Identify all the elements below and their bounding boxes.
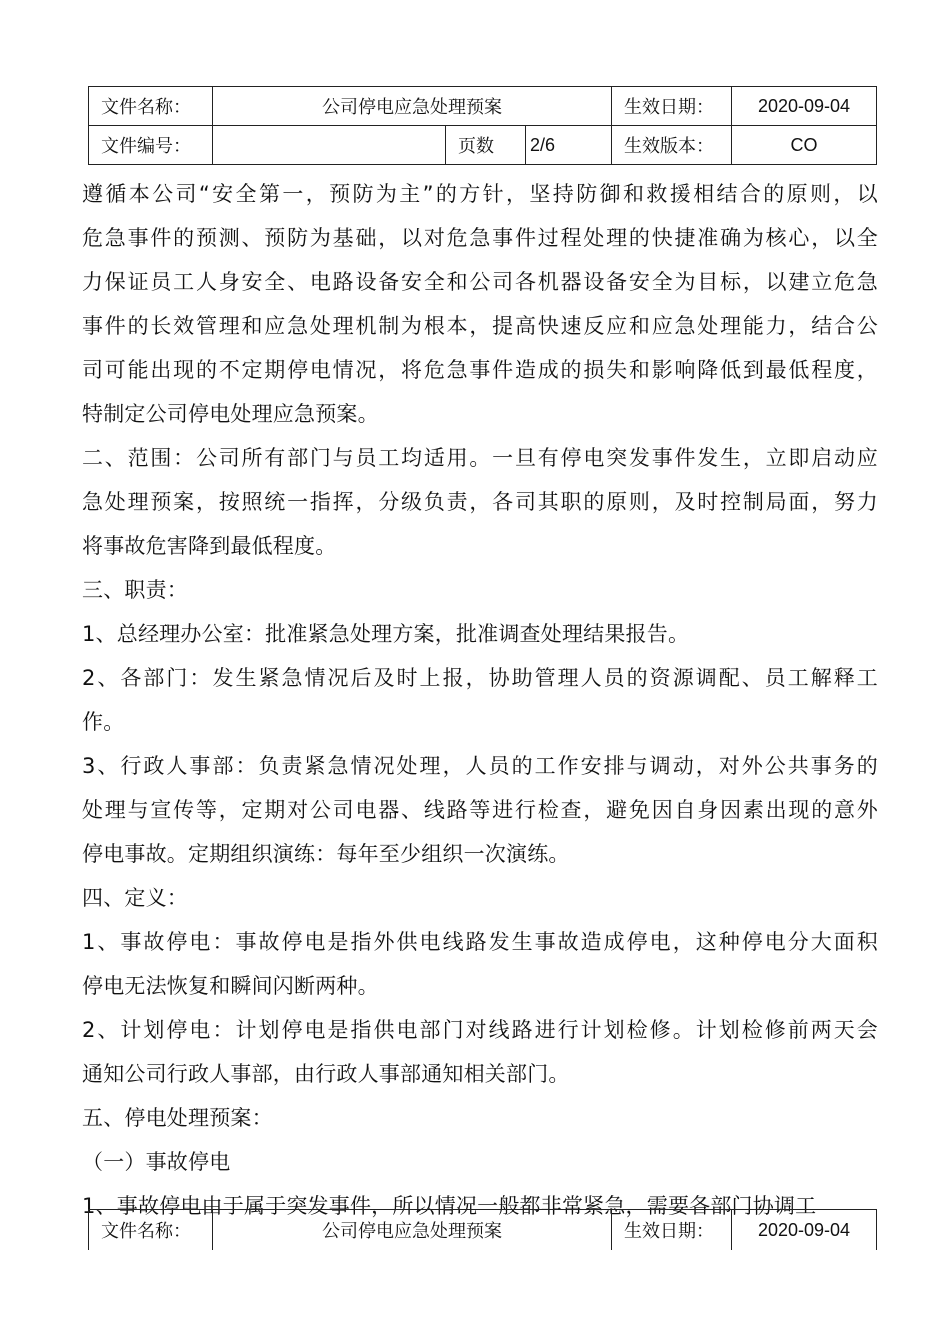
paragraph-line: 四、定义： xyxy=(82,886,188,910)
paragraph-line: 将事故危害降到最低程度。 xyxy=(82,534,337,558)
file-no-label: 文件编号： xyxy=(89,126,213,165)
header-row-1 xyxy=(89,87,877,126)
paragraph-line: 停电无法恢复和瞬间闪断两种。 xyxy=(82,974,379,998)
header-row-2 xyxy=(89,126,877,165)
version-label: 生效版本： xyxy=(612,126,732,165)
document-header-table xyxy=(88,86,877,165)
paragraph-line: 2、各部门：发生紧急情况后及时上报，协助管理人员的资源调配、员工解释工 xyxy=(82,666,878,690)
paragraph-line: 事件的长效管理和应急处理机制为根本，提高快速反应和应急处理能力，结合公 xyxy=(82,314,878,338)
paragraph-line: 1、事故停电：事故停电是指外供电线路发生事故造成停电，这种停电分大面积 xyxy=(82,930,878,954)
paragraph-line: （一）事故停电 xyxy=(82,1150,231,1174)
paragraph-line: 1、事故停电由于属于突发事件，所以情况一般都非常紧急，需要各部门协调工 xyxy=(82,1194,817,1218)
paragraph-line: 遵循本公司“安全第一，预防为主”的方针，坚持防御和救援相结合的原则，以 xyxy=(82,182,878,206)
effective-date-label: 生效日期： xyxy=(612,1210,732,1251)
pages-value: 2/6 xyxy=(526,126,612,165)
paragraph-line: 通知公司行政人事部，由行政人事部通知相关部门。 xyxy=(82,1062,570,1086)
effective-date-value: 2020-09-04 xyxy=(732,87,877,126)
file-name-label: 文件名称： xyxy=(89,1210,213,1251)
paragraph-line: 司可能出现的不定期停电情况，将危急事件造成的损失和影响降低到最低程度， xyxy=(82,358,878,382)
file-no-value xyxy=(213,126,446,165)
effective-date-value: 2020-09-04 xyxy=(732,1210,877,1251)
document-body xyxy=(82,172,878,1228)
paragraph-line: 急处理预案，按照统一指挥，分级负责，各司其职的原则，及时控制局面，努力 xyxy=(82,490,878,514)
paragraph-line: 2、计划停电：计划停电是指供电部门对线路进行计划检修。计划检修前两天会 xyxy=(82,1018,878,1042)
file-name-value: 公司停电应急处理预案 xyxy=(213,87,612,126)
paragraph-line: 二、范围：公司所有部门与员工均适用。一旦有停电突发事件发生，立即启动应 xyxy=(82,446,878,470)
next-page-header-table xyxy=(88,1209,877,1250)
paragraph-line: 处理与宣传等，定期对公司电器、线路等进行检查，避免因自身因素出现的意外 xyxy=(82,798,878,822)
paragraph-line: 五、停电处理预案： xyxy=(82,1106,273,1130)
effective-date-label: 生效日期： xyxy=(612,87,732,126)
paragraph-line: 力保证员工人身安全、电路设备安全和公司各机器设备安全为目标，以建立危急 xyxy=(82,270,878,294)
file-name-label: 文件名称： xyxy=(89,87,213,126)
pages-label: 页数 xyxy=(446,126,526,165)
paragraph-line: 停电事故。定期组织演练：每年至少组织一次演练。 xyxy=(82,842,570,866)
file-name-value: 公司停电应急处理预案 xyxy=(213,1210,612,1251)
paragraph-line: 作。 xyxy=(82,710,125,734)
paragraph-line: 三、职责： xyxy=(82,578,188,602)
version-value: CO xyxy=(732,126,877,165)
paragraph-line: 1、总经理办公室：批准紧急处理方案，批准调查处理结果报告。 xyxy=(82,622,690,646)
next-header-row xyxy=(89,1210,877,1251)
paragraph-line: 危急事件的预测、预防为基础，以对危急事件过程处理的快捷准确为核心，以全 xyxy=(82,226,878,250)
paragraph-line: 3、行政人事部：负责紧急情况处理，人员的工作安排与调动，对外公共事务的 xyxy=(82,754,878,778)
paragraph-line: 特制定公司停电处理应急预案。 xyxy=(82,402,379,426)
